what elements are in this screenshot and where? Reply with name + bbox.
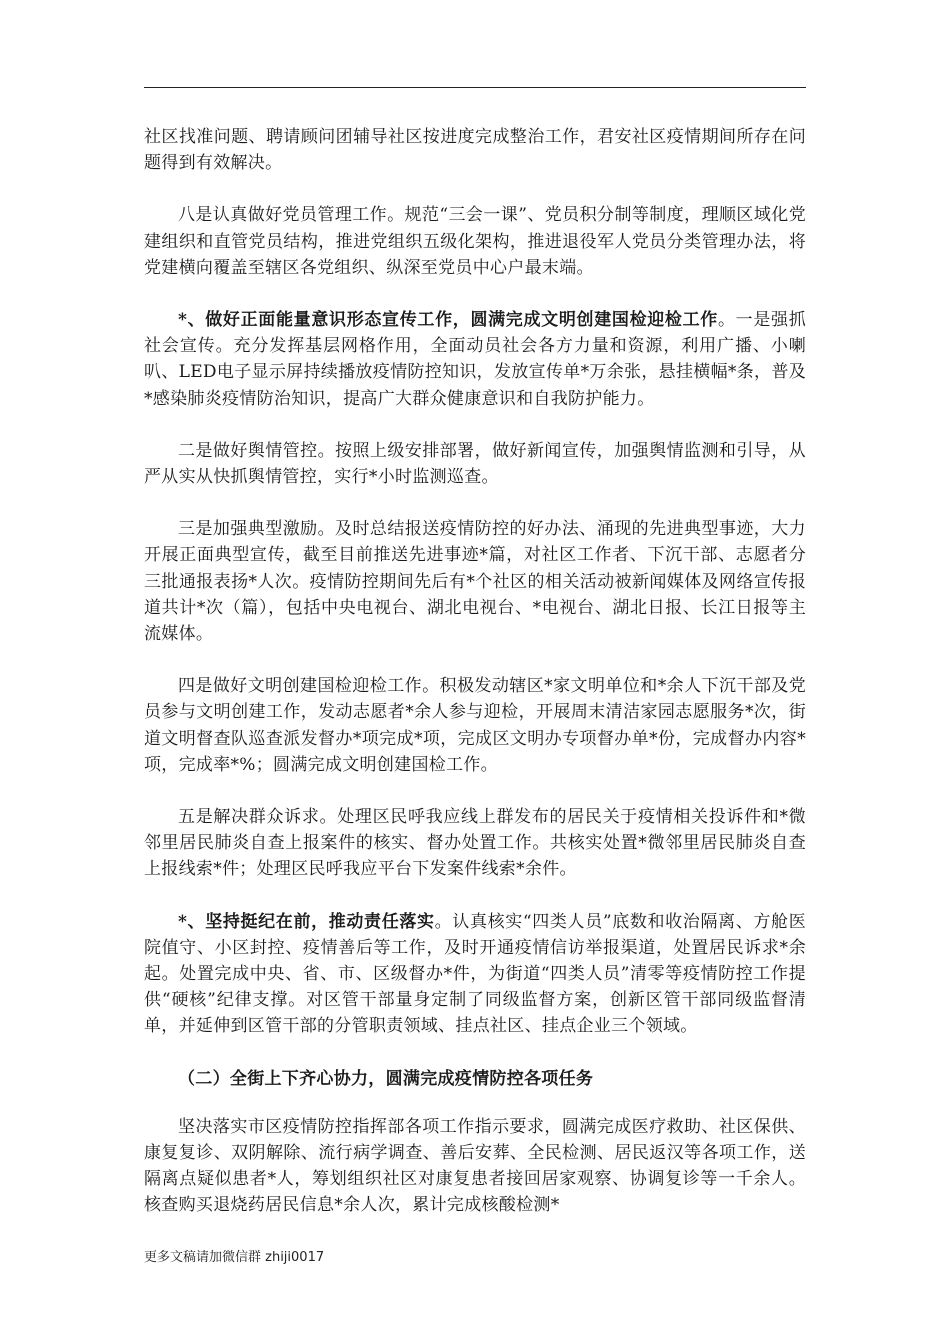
paragraph-5: 三是加强典型激励。及时总结报送疫情防控的好办法、涌现的先进典型事迹，大力开展正面典型宣传，截至目前推送先进事迹*篇，对社区工作者、下沉干部、志愿者分三批通报表扬*人次。疫情防控期间先后有*个社区的相关活动被新闻媒体及网络宣传报道共计*次（篇），包括中央电视台、湖北电视台、*电视台、湖北日报、长江日报等主流媒体。 <box>144 519 806 645</box>
bold-lead-text: *、坚持挺纪在前，推动责任落实 <box>178 911 435 932</box>
header-rule <box>144 87 806 88</box>
paragraph-4: 二是做好舆情管控。按照上级安排部署，做好新闻宣传，加强舆情监测和引导，从严从实从快抓舆情管控，实行*小时监测巡查。 <box>144 440 806 488</box>
footer-note: 更多文稿请加微信群 zhiji0017 <box>144 1250 325 1265</box>
paragraph-9: 坚决落实市区疫情防控指挥部各项工作指示要求，圆满完成医疗救助、社区保供、康复复诊、双阴解除、流行病学调查、善后安葬、全民检测、居民返汉等各项工作，送隔离点疑似患者*人，筹划组织社区对康复患者接回居家观察、协调复诊等一千余人。核查购买退烧药居民信息*余人次，累计完成核酸检测* <box>144 1116 806 1216</box>
paragraph-8: *、坚持挺纪在前，推动责任落实。认真核实“四类人员”底数和收治隔离、方舱医院值守、小区封控、疫情善后等工作，及时开通疫情信访举报渠道，处置居民诉求*余起。处置完成中央、省、市、区级督办*件，为街道“四类人员”清零等疫情防控工作提供“硬核”纪律支撑。对区管干部量身定制了同级监督方案，创新区管干部同级监督清单，并延伸到区管干部的分管职责领域、挂点社区、挂点企业三个领域。 <box>144 911 807 1037</box>
bold-lead-text: *、做好正面能量意识形态宣传工作，圆满完成文明创建国检迎检工作 <box>178 310 718 331</box>
document-body <box>144 124 806 1245</box>
paragraph-7: 五是解决群众诉求。处理区民呼我应线上群发布的居民关于疫情相关投诉件和*微邻里居民肺炎自查上报案件的核实、督办处置工作。共核实处置*微邻里居民肺炎自查上报线索*件；处理区民呼我应平台下发案件线索*余件。 <box>144 807 806 880</box>
paragraph-2: 八是认真做好党员管理工作。规范“三会一课”、党员积分制等制度，理顺区域化党建组织和直管党员结构，推进党组织五级化架构，推进退役军人党员分类管理办法，将党建横向覆盖至辖区各党组织、纵深至党员中心户最末端。 <box>144 205 806 278</box>
section-heading: （二）全街上下齐心协力，圆满完成疫情防控各项任务 <box>178 1068 594 1089</box>
paragraph-3: *、做好正面能量意识形态宣传工作，圆满完成文明创建国检迎检工作。一是强抓社会宣传。充分发挥基层网格作用，全面动员社会各方力量和资源，利用广播、小喇叭、LED电子显示屏持续播放疫情防控知识，发放宣传单*万余张，悬挂横幅*条，普及*感染肺炎疫情防治知识，提高广大群众健康意识和自我防护能力。 <box>144 310 806 409</box>
paragraph-6: 四是做好文明创建国检迎检工作。积极发动辖区*家文明单位和*余人下沉干部及党员参与文明创建工作，发动志愿者*余人参与迎检，开展周末清洁家园志愿服务*次，街道文明督查队巡查派发督办*项完成*项，完成区文明办专项督办单*份，完成督办内容*项，完成率*%；圆满完成文明创建国检工作。 <box>144 676 806 775</box>
paragraph-1: 社区找准问题、聘请顾问团辅导社区按进度完成整治工作，君安社区疫情期间所存在问题得到有效解决。 <box>144 127 806 174</box>
